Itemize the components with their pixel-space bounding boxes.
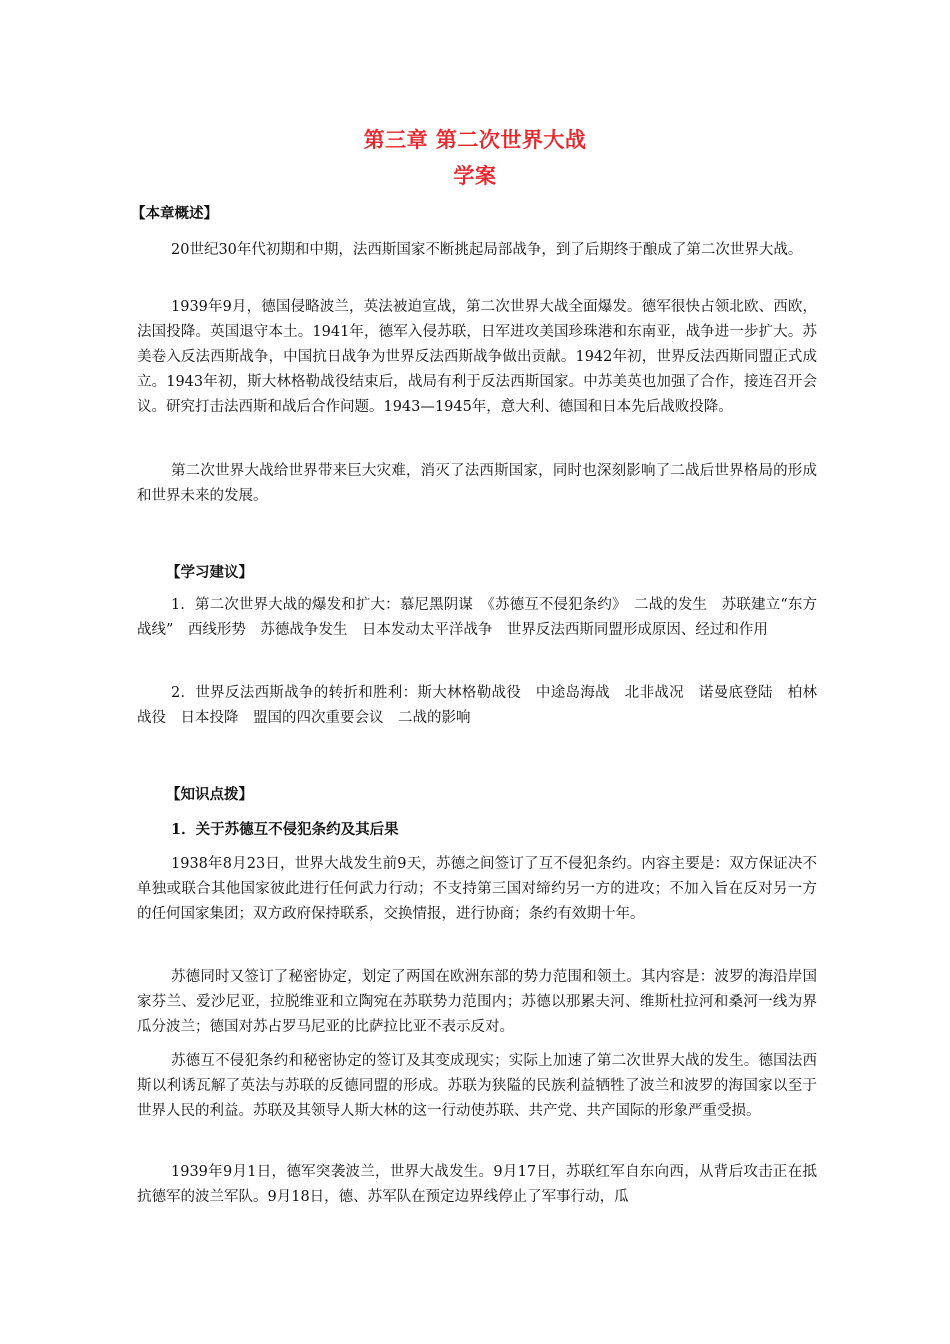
advice-heading: 【学习建议】 [166, 564, 253, 581]
advice-paragraph: 1．第二次世界大战的爆发和扩大：慕尼黑阴谋 《苏德互不侵犯条约》 二战的发生 苏联建立“东方战线” 西线形势 苏德战争发生 日本发动太平洋战争 世界反法西斯同盟形成原因、经过和作用 [137, 597, 817, 638]
knowledge-paragraph: 苏德同时又签订了秘密协定，划定了两国在欧洲东部的势力范围和领土。其内容是：波罗的海沿岸国家芬兰、爱沙尼亚，拉脱维亚和立陶宛在苏联势力范围内；苏德以那累夫河、维斯杜拉河和桑河一线为界瓜分波兰；德国对苏占罗马尼亚的比萨拉比亚不表示反对。 [137, 969, 817, 1035]
overview-paragraph: 20世纪30年代初期和中期，法西斯国家不断挑起局部战争，到了后期终于酿成了第二次世界大战。 [171, 242, 803, 258]
knowledge-paragraph: 1938年8月23日，世界大战发生前9天，苏德之间签订了互不侵犯条约。内容主要是：双方保证决不单独或联合其他国家彼此进行任何武力行动；不支持第三国对缔约另一方的进攻；不加入旨在反对另一方的任何国家集团；双方政府保持联系，交换情报，进行协商；条约有效期十年。 [137, 856, 817, 922]
knowledge-subheading: 1．关于苏德互不侵犯条约及其后果 [171, 821, 399, 838]
knowledge-paragraph: 1939年9月1日，德军突袭波兰，世界大战发生。9月17日，苏联红军自东向西，从背后攻击正在抵抗德军的波兰军队。9月18日，德、苏军队在预定边界线停止了军事行动，瓜 [137, 1164, 817, 1205]
chapter-subtitle: 学案 [453, 163, 497, 188]
knowledge-heading: 【知识点拨】 [166, 786, 253, 803]
knowledge-paragraph: 苏德互不侵犯条约和秘密协定的签订及其变成现实；实际上加速了第二次世界大战的发生。德国法西斯以利诱瓦解了英法与苏联的反德同盟的形成。苏联为狭隘的民族利益牺牲了波兰和波罗的海国家以至于世界人民的利益。苏联及其领导人斯大林的这一行动使苏联、共产党、共产国际的形象严重受损。 [137, 1053, 817, 1119]
overview-paragraph: 1939年9月，德国侵略波兰，英法被迫宣战，第二次世界大战全面爆发。德军很快占领北欧、西欧，法国投降。英国退守本土。1941年，德军入侵苏联，日军进攻美国珍珠港和东南亚，战争进一步扩大。苏美卷入反法西斯战争，中国抗日战争为世界反法西斯战争做出贡献。1942年初，世界反法西斯同盟正式成立。1943年初，斯大林格勒战役结束后，战局有利于反法西斯国家。中苏美英也加强了合作，接连召开会议。研究打击法西斯和战后合作问题。1943—1945年，意大利、德国和日本先后战败投降。 [137, 299, 817, 415]
chapter-title: 第三章 第二次世界大战 [363, 127, 587, 152]
overview-paragraph: 第二次世界大战给世界带来巨大灾难，消灭了法西斯国家，同时也深刻影响了二战后世界格局的形成和世界未来的发展。 [137, 463, 817, 504]
advice-paragraph: 2．世界反法西斯战争的转折和胜利：斯大林格勒战役 中途岛海战 北非战况 诺曼底登陆 柏林战役 日本投降 盟国的四次重要会议 二战的影响 [137, 685, 817, 726]
overview-heading: 【本章概述】 [131, 205, 218, 222]
